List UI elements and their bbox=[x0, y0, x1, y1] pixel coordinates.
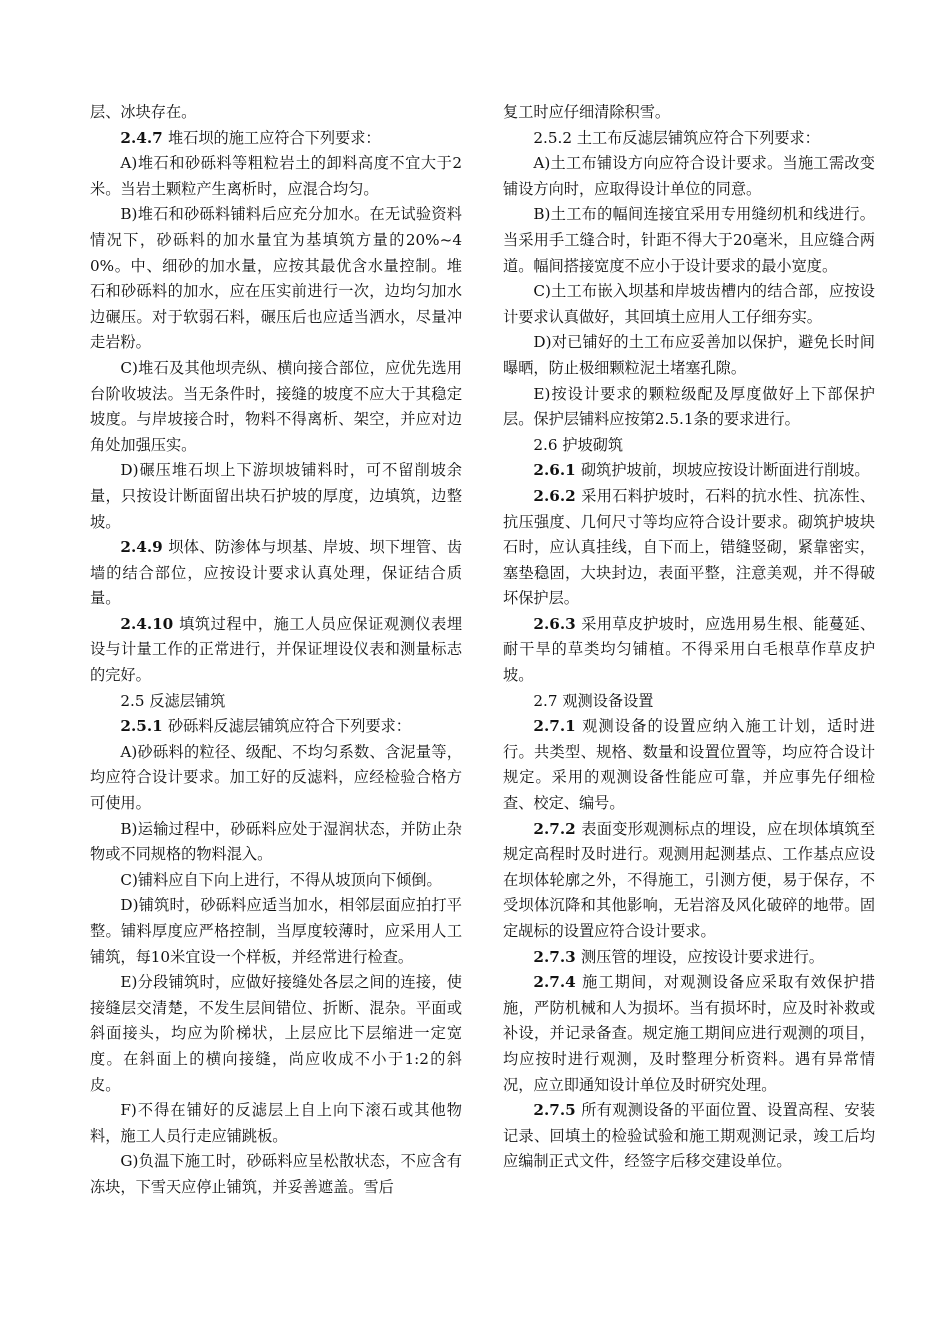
paragraph bbox=[503, 100, 875, 126]
paragraph bbox=[90, 202, 462, 356]
paragraph-text: D)铺筑时，砂砾料应适当加水，相邻层面应拍打平整。铺料厚度应严格控制，当厚度较薄时，应采用人工铺筑，每10米宜设一个样板，并经常进行检查。 bbox=[90, 896, 462, 966]
clause-number: 2.4.9 bbox=[120, 538, 163, 557]
paragraph bbox=[90, 612, 462, 689]
paragraph bbox=[90, 817, 462, 868]
paragraph-text: 采用草皮护坡时，应选用易生根、能蔓延、耐干旱的草类均匀铺植。不得采用白毛根草作草皮护坡。 bbox=[503, 614, 875, 685]
paragraph bbox=[90, 740, 462, 817]
paragraph-text: 采用石料护坡时，石料的抗水性、抗冻性、抗压强度、几何尺寸等均应符合设计要求。砌筑护坡块石时，应认真挂线，自下而上，错缝竖砌，紧靠密实，塞垫稳固，大块封边，表面平整，注意美观，并不得破坏保护层。 bbox=[503, 486, 875, 608]
paragraph bbox=[503, 1098, 875, 1175]
paragraph-text: A)土工布铺设方向应符合设计要求。当施工需改变铺设方向时，应取得设计单位的同意。 bbox=[503, 154, 875, 198]
paragraph-text: C)铺料应自下向上进行，不得从坡顶向下倾倒。 bbox=[120, 870, 442, 889]
clause-number: 2.5.1 bbox=[120, 717, 163, 736]
paragraph-text: 堆石坝的施工应符合下列要求： bbox=[167, 128, 381, 147]
paragraph bbox=[90, 1149, 462, 1200]
paragraph bbox=[503, 279, 875, 330]
paragraph-text: B)堆石和砂砾料铺料后应充分加水。在无试验资料情况下，砂砾料的加水量宜为基填筑方量的20%~40%。中、细砂的加水量，应按其最优含水量控制。堆石和砂砾料的加水，应在压实前进行一次，边均匀加水边碾压。对于软弱石料，碾压后也应适当洒水，尽量冲走岩粉。 bbox=[90, 205, 462, 352]
paragraph bbox=[503, 612, 875, 689]
paragraph-text: 测压管的埋设，应按设计要求进行。 bbox=[580, 947, 824, 966]
paragraph-text: 2.5 反滤层铺筑 bbox=[120, 691, 226, 710]
paragraph bbox=[90, 970, 462, 1098]
paragraph-text: A)砂砾料的粒径、级配、不均匀系数、含泥量等，均应符合设计要求。加工好的反滤料，应经检验合格方可使用。 bbox=[90, 742, 462, 813]
paragraph-text: 2.6 护坡砌筑 bbox=[533, 435, 624, 454]
paragraph-text: E)按设计要求的颗粒级配及厚度做好上下部保护层。保护层铺料应按第2.5.1条的要求进行。 bbox=[503, 384, 875, 429]
paragraph-text: 表面变形观测标点的埋设，应在坝体填筑至规定高程时及时进行。观测用起测基点、工作基点应设在坝体轮廓之外，不得施工，引测方便，易于保存，不受坝体沉降和其他影响，无岩溶及风化破碎的地带。固定觇标的设置应符合设计要求。 bbox=[503, 819, 875, 940]
paragraph bbox=[90, 356, 462, 458]
paragraph bbox=[90, 868, 462, 894]
paragraph-text: 复工时应仔细清除积雪。 bbox=[503, 103, 671, 121]
paragraph bbox=[503, 970, 875, 1098]
paragraph bbox=[503, 330, 875, 381]
paragraph bbox=[503, 458, 875, 484]
paragraph bbox=[90, 458, 462, 535]
paragraph bbox=[503, 126, 875, 152]
right-column bbox=[503, 100, 875, 1175]
paragraph-text: D)碾压堆石坝上下游坝坡铺料时，可不留削坡余量，只按设计断面留出块石护坡的厚度，边填筑，边整坡。 bbox=[90, 461, 462, 531]
paragraph bbox=[90, 1098, 462, 1149]
paragraph bbox=[503, 689, 875, 715]
paragraph-text: E)分段铺筑时，应做好接缝处各层之间的连接，使接缝层交清楚，不发生层间错位、折断、混杂。平面或斜面接头，均应为阶梯状，上层应比下层缩进一定宽度。在斜面上的横向接缝，尚应收成不小于1:2的斜皮。 bbox=[90, 973, 462, 1094]
paragraph bbox=[503, 151, 875, 202]
left-column bbox=[90, 100, 462, 1201]
paragraph-text: 所有观测设备的平面位置、设置高程、安装记录、回填土的检验试验和施工期观测记录，竣工后均应编制正式文件，经签字后移交建设单位。 bbox=[503, 1101, 875, 1171]
paragraph bbox=[90, 535, 462, 612]
paragraph bbox=[503, 817, 875, 945]
paragraph-text: G)负温下施工时，砂砾料应呈松散状态，不应含有冻块，下雪天应停止铺筑，并妥善遮盖。雪后 bbox=[90, 1152, 462, 1196]
clause-number: 2.7.2 bbox=[533, 819, 576, 838]
paragraph-text: C)土工布嵌入坝基和岸坡齿槽内的结合部，应按设计要求认真做好，其回填土应用人工仔细夯实。 bbox=[503, 282, 875, 326]
paragraph bbox=[90, 689, 462, 715]
paragraph bbox=[503, 382, 875, 433]
clause-number: 2.6.1 bbox=[533, 461, 576, 480]
paragraph-text: C)堆石及其他坝壳纵、横向接合部位，应优先选用台阶收坡法。当无条件时，接缝的坡度不应大于其稳定坡度。与岸坡接合时，物料不得离析、架空，并应对边角处加强压实。 bbox=[90, 358, 462, 454]
paragraph bbox=[90, 893, 462, 970]
paragraph-text: D)对已铺好的土工布应妥善加以保护，避免长时间曝晒，防止极细颗粒泥土堵塞孔隙。 bbox=[503, 333, 875, 377]
paragraph bbox=[90, 714, 462, 740]
paragraph bbox=[503, 714, 875, 816]
clause-number: 2.7.4 bbox=[533, 973, 576, 992]
paragraph bbox=[90, 151, 462, 202]
paragraph-text: 施工期间，对观测设备应采取有效保护措施，严防机械和人为损坏。当有损坏时，应及时补救或补设，并记录备查。规定施工期间应进行观测的项目，均应按时进行观测，及时整理分析资料。遇有异常情况，应立即通知设计单位及时研究处理。 bbox=[503, 973, 875, 1094]
paragraph bbox=[90, 126, 462, 152]
paragraph bbox=[503, 945, 875, 971]
paragraph-text: 层、冰块存在。 bbox=[90, 103, 197, 121]
paragraph-text: 砂砾料反滤层铺筑应符合下列要求： bbox=[167, 717, 411, 736]
paragraph-text: 砌筑护坡前，坝坡应按设计断面进行削坡。 bbox=[580, 461, 870, 480]
clause-number: 2.6.3 bbox=[533, 614, 576, 633]
paragraph-text: 坝体、防渗体与坝基、岸坡、坝下埋管、齿墙的结合部位，应按设计要求认真处理，保证结合质量。 bbox=[90, 538, 462, 608]
paragraph bbox=[503, 433, 875, 459]
paragraph-text: 2.5.2 土工布反滤层铺筑应符合下列要求： bbox=[533, 128, 820, 147]
paragraph-text: 2.7 观测设备设置 bbox=[533, 691, 654, 710]
clause-number: 2.4.10 bbox=[120, 614, 174, 633]
paragraph-text: 填筑过程中，施工人员应保证观测仪表埋设与计量工作的正常进行，并保证埋设仪表和测量标志的完好。 bbox=[90, 614, 462, 685]
paragraph-text: B)土工布的幅间连接宜采用专用缝纫机和线进行。当采用手工缝合时，针距不得大于20毫米，且应缝合两道。幅间搭接宽度不应小于设计要求的最小宽度。 bbox=[503, 205, 875, 275]
clause-number: 2.6.2 bbox=[533, 486, 576, 505]
paragraph-text: B)运输过程中，砂砾料应处于湿润状态，并防止杂物或不同规格的物料混入。 bbox=[90, 819, 462, 864]
paragraph bbox=[503, 202, 875, 279]
paragraph-text: F)不得在铺好的反滤层上自上向下滚石或其他物料，施工人员行走应铺跳板。 bbox=[90, 1101, 462, 1145]
clause-number: 2.7.5 bbox=[533, 1101, 576, 1120]
clause-number: 2.7.3 bbox=[533, 947, 576, 966]
clause-number: 2.7.1 bbox=[533, 717, 576, 736]
clause-number: 2.4.7 bbox=[120, 128, 163, 147]
paragraph-text: A)堆石和砂砾料等粗粒岩土的卸料高度不宜大于2米。当岩土颗粒产生离析时，应混合均匀。 bbox=[90, 154, 462, 198]
paragraph bbox=[90, 100, 462, 126]
paragraph-text: 观测设备的设置应纳入施工计划，适时进行。共类型、规格、数量和设置位置等，均应符合设计规定。采用的观测设备性能应可靠，并应事先仔细检查、校定、编号。 bbox=[503, 717, 875, 813]
paragraph bbox=[503, 484, 875, 612]
